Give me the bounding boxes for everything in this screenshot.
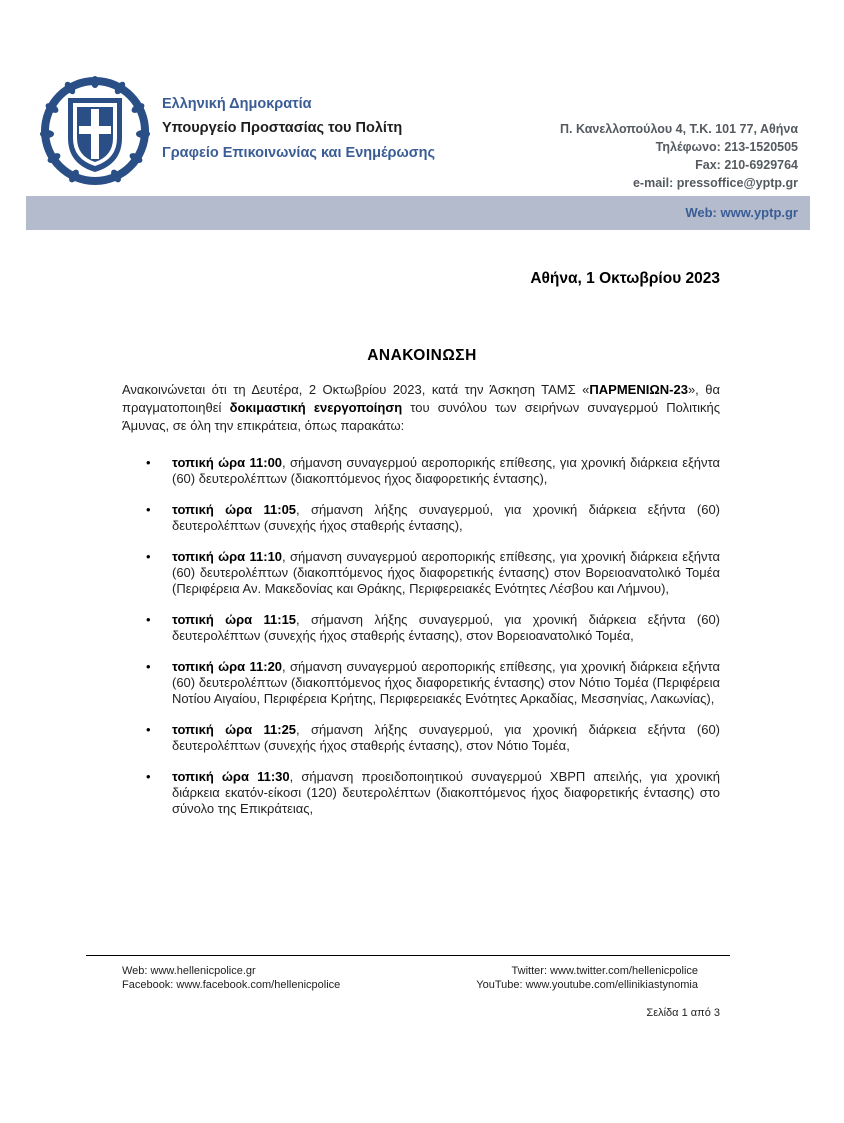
bullet-icon: • — [146, 659, 151, 674]
item-text: , σήμανση λήξης συναγερμού, για χρονική διάρκεια εξήντα (60) δευτερολέπτων (συνεχής ήχος σταθερής έντασης), — [172, 502, 721, 533]
item-time: τοπική ώρα 11:10 — [172, 549, 283, 564]
contact-email[interactable]: e-mail: pressoffice@yptp.gr — [632, 176, 798, 190]
greek-coat-of-arms-logo — [40, 76, 150, 186]
list-item — [122, 722, 720, 754]
document-date: Αθήνα, 1 Οκτωβρίου 2023 — [530, 270, 720, 287]
bullet-icon: • — [146, 455, 151, 470]
item-time: τοπική ώρα 11:00 — [172, 455, 283, 470]
list-item — [122, 612, 720, 644]
list-item — [122, 769, 720, 817]
item-text: , σήμανση λήξης συναγερμού, για χρονική διάρκεια εξήντα (60) δευτερολέπτων (συνεχής ήχος σταθερής έντασης), στον Νότιο Τομέα, — [172, 722, 721, 753]
item-text: , σήμανση συναγερμού αεροπορικής επίθεσης, για χρονική διάρκεια εξήντα (60) δευτερολέπτων (διακοπτόμενος ήχος διαφορετικής έντασης) στον Νότιο Τομέα (Περιφέρεια Νοτίου Αιγαίου, Περιφέρεια Κρήτης, Περιφερειακές Ενότητες Αρκαδίας, Μεσσηνίας, Λακωνίας), — [172, 659, 721, 706]
item-text: , σήμανση λήξης συναγερμού, για χρονική διάρκεια εξήντα (60) δευτερολέπτων (συνεχής ήχος σταθερής έντασης), στον Βορειοανατολικό Τομέα, — [172, 612, 721, 643]
org-name-line2: Υπουργείο Προστασίας του Πολίτη — [162, 120, 403, 136]
document-title: ΑΝΑΚΟΙΝΩΣΗ — [367, 347, 477, 364]
website-link[interactable]: Web: www.yptp.gr — [685, 205, 798, 220]
item-text: , σήμανση συναγερμού αεροπορικής επίθεσης, για χρονική διάρκεια εξήντα (60) δευτερολέπτων (διακοπτόμενος ήχος διαφορετικής έντασης) στον Βορειοανατολικό Τομέα (Περιφέρεια Αν. Μακεδονίας και Θράκης, Περιφερειακές Ενότητες Λέσβου και Λήμνου), — [172, 549, 721, 596]
bullet-icon: • — [146, 722, 151, 737]
bullet-icon: • — [146, 612, 151, 627]
contact-fax: Fax: 210-6929764 — [695, 158, 798, 172]
item-time: τοπική ώρα 11:15 — [172, 612, 297, 627]
bullet-icon: • — [146, 769, 151, 784]
footer-twitter-link[interactable]: Twitter: www.twitter.com/hellenicpolice — [511, 965, 698, 977]
intro-text-2: », θα πραγματοποιηθεί — [122, 382, 720, 415]
page-number: Σελίδα 1 από 3 — [646, 1007, 720, 1019]
intro-text-1: Ανακοινώνεται ότι τη Δευτέρα, 2 Οκτωβρίου 2023, κατά την Άσκηση ΤΑΜΣ « — [122, 382, 590, 397]
list-item — [122, 659, 720, 707]
intro-paragraph — [122, 381, 720, 435]
list-item — [122, 455, 720, 487]
exercise-name: ΠΑΡΜΕΝΙΩΝ-23 — [589, 382, 688, 397]
item-time: τοπική ώρα 11:05 — [172, 502, 297, 517]
bullet-icon: • — [146, 502, 151, 517]
contact-address: Π. Κανελλοπούλου 4, Τ.Κ. 101 77, Αθήνα — [559, 122, 798, 136]
footer-facebook-link[interactable]: Facebook: www.facebook.com/hellenicpolice — [122, 979, 341, 991]
org-name-line1: Ελληνική Δημοκρατία — [162, 96, 312, 112]
footer-youtube-link[interactable]: YouTube: www.youtube.com/ellinikiastynomia — [476, 979, 698, 991]
list-item — [122, 549, 720, 597]
footer-divider — [86, 955, 730, 956]
intro-text-3: του συνόλου των σειρήνων συναγερμού Πολιτικής Άμυνας, σε όλη την επικράτεια, όπως παρακάτω: — [122, 400, 720, 433]
item-time: τοπική ώρα 11:25 — [172, 722, 297, 737]
item-time: τοπική ώρα 11:30 — [172, 769, 290, 784]
schedule-list — [122, 455, 720, 832]
item-text: , σήμανση προειδοποιητικού συναγερμού ΧΒΡΠ απειλής, για χρονική διάρκεια εκατόν-είκοσι (120) δευτερολέπτων (διακοπτόμενος ήχος διαφορετικής έντασης) στο σύνολο της Επικράτειας, — [172, 769, 721, 816]
item-text: , σήμανση συναγερμού αεροπορικής επίθεσης, για χρονική διάρκεια εξήντα (60) δευτερολέπτων (διακοπτόμενος ήχος διαφορετικής έντασης), — [172, 455, 721, 486]
contact-phone: Τηλέφωνο: 213-1520505 — [655, 140, 798, 154]
item-time: τοπική ώρα 11:20 — [172, 659, 283, 674]
list-item — [122, 502, 720, 534]
bullet-icon: • — [146, 549, 151, 564]
org-name-line3: Γραφείο Επικοινωνίας και Ενημέρωσης — [162, 145, 436, 161]
footer-web-link[interactable]: Web: www.hellenicpolice.gr — [122, 965, 256, 977]
test-activation-phrase: δοκιμαστική ενεργοποίηση — [229, 400, 403, 415]
